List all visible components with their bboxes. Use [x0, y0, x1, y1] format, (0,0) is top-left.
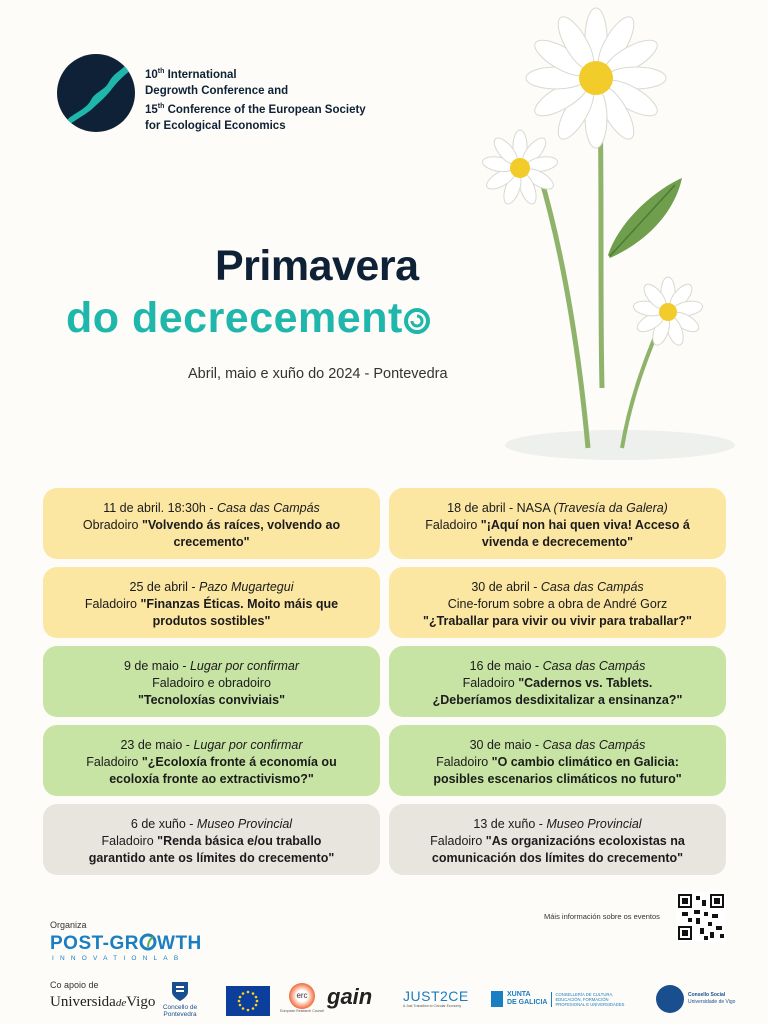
- event-card: 18 de abril - NASA (Travesía da Galera) Faladoiro "¡Aquí non hai quen viva! Acceso á vivenda e decrecemento": [389, 488, 726, 559]
- event-card: 13 de xuño - Museo Provincial Faladoiro "As organizacións ecoloxistas na comunicación dos límites do crecemento": [389, 804, 726, 875]
- more-info-label: Máis información sobre os eventos: [544, 912, 660, 921]
- conference-logo: [57, 54, 135, 132]
- event-card: 11 de abril. 18:30h - Casa das Campás Obradoiro "Volvendo ás raíces, volvendo ao crecemento": [43, 488, 380, 559]
- poster-title: Primavera: [215, 242, 419, 290]
- erc-logo: erc European Research Council: [278, 983, 326, 1013]
- event-card: 30 de maio - Casa das Campás Faladoiro "O cambio climático en Galicia: posibles escenarios climáticos no futuro": [389, 725, 726, 796]
- eu-flag-icon: [226, 986, 270, 1016]
- support-label: Co apoio de: [50, 980, 99, 990]
- poster-subtitle: do decrecement: [66, 294, 431, 343]
- event-card: 25 de abril - Pazo Mugartegui Faladoiro "Finanzas Éticas. Moito máis que produtos sostibles": [43, 567, 380, 638]
- conference-name: 10th International Degrowth Conference and 15th Conference of the European Society for Ecological Economics: [145, 68, 366, 132]
- spiral-o-icon: [403, 307, 431, 335]
- just2ce-logo: JUST2CE A Just Transition to Circular Economy: [403, 988, 469, 1008]
- qr-code-icon[interactable]: [676, 892, 726, 942]
- river-map-icon: [57, 54, 135, 132]
- concello-pontevedra-logo: Concello de Pontevedra: [160, 980, 200, 1018]
- event-card: 23 de maio - Lugar por confirmar Faladoiro "¿Ecoloxía fronte á economía ou ecoloxía fronte ao extractivismo?": [43, 725, 380, 796]
- shield-icon: [170, 980, 190, 1002]
- event-card: 30 de abril - Casa das Campás Cine-forum sobre a obra de André Gorz "¿Traballar para vivir ou vivir para traballar?": [389, 567, 726, 638]
- event-card: 16 de maio - Casa das Campás Faladoiro "Cadernos vs. Tablets. ¿Deberíamos desdixitalizar a ensinanza?": [389, 646, 726, 717]
- gain-logo: gain: [327, 984, 373, 1009]
- xunta-galicia-logo: XUNTA DE GALICIA CONSELLERÍA DE CULTURA, EDUCACIÓN, FORMACIÓN PROFESIONAL E UNIVERSIDADES: [491, 987, 651, 1011]
- postgrowth-sublabel: INNOVATIONLAB: [52, 955, 185, 962]
- organiser-label: Organiza: [50, 920, 87, 930]
- event-card: 6 de xuño - Museo Provincial Faladoiro "Renda básica e/ou traballo garantido ante os límites do crecemento": [43, 804, 380, 875]
- xunta-emblem-icon: [491, 991, 503, 1007]
- consello-social-emblem-icon: [656, 985, 684, 1013]
- daisy-flower-illustration: [470, 0, 768, 470]
- consello-social-logo: Consello Social Universidade de Vigo: [656, 984, 736, 1014]
- event-card: 9 de maio - Lugar por confirmar Faladoiro e obradoiro "Tecnoloxías conviviais": [43, 646, 380, 717]
- universidade-vigo-logo: UniversidadeVigo: [50, 994, 156, 1010]
- postgrowth-logo: POST-GR WTH: [50, 933, 202, 954]
- growth-circle-icon: [139, 933, 157, 951]
- poster-dates: Abril, maio e xuño do 2024 - Pontevedra: [188, 366, 448, 382]
